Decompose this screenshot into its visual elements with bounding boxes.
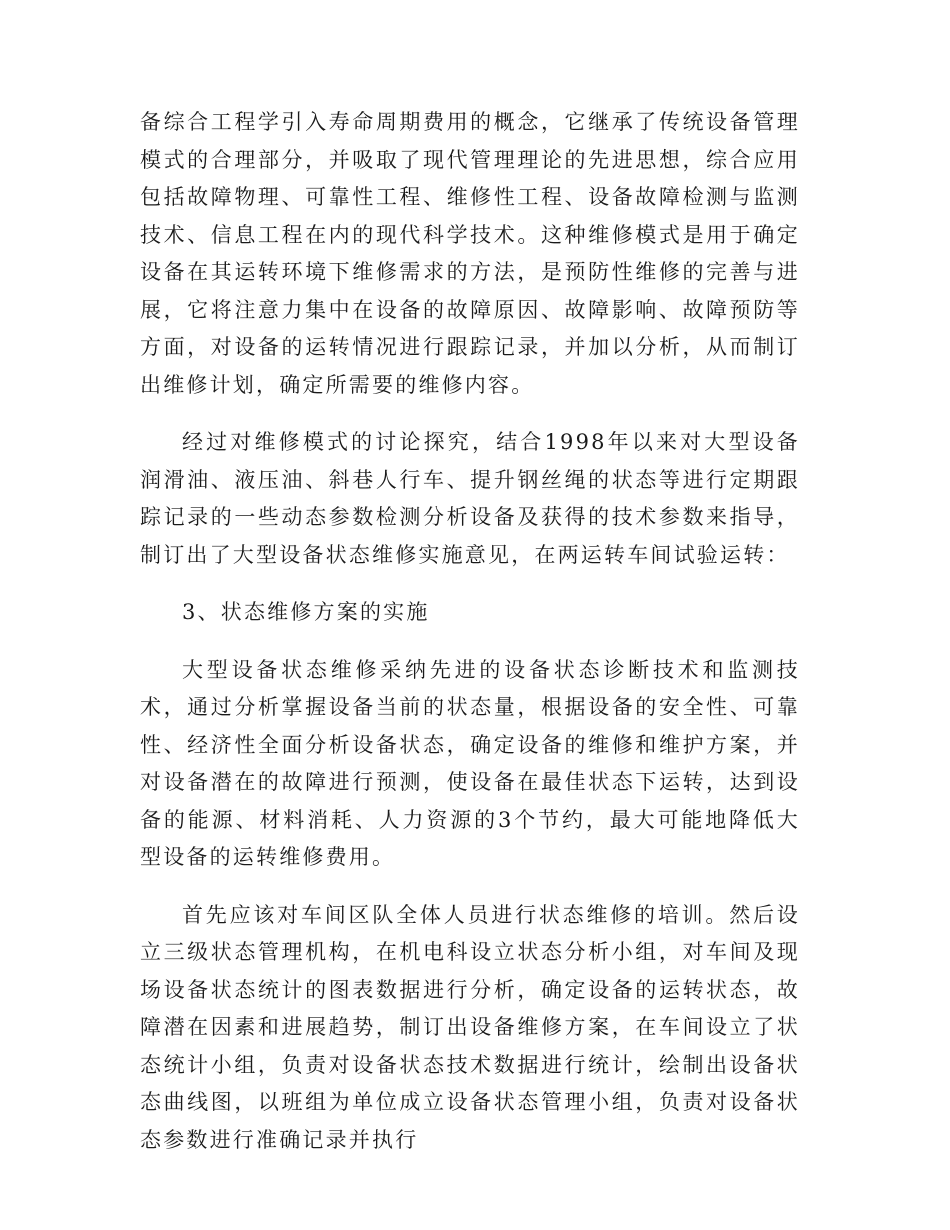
paragraph-continuation: 备综合工程学引入寿命周期费用的概念，它继承了传统设备管理模式的合理部分，并吸取了现代管理理论的先进思想，综合应用包括故障物理、可靠性工程、维修性工程、设备故障检测与监测技术、信息工程在内的现代科学技术。这种维修模式是用于确定设备在其运转环境下维修需求的方法，是预防性维修的完善与进展，它将注意力集中在设备的故障原因、故障影响、故障预防等方面，对设备的运转情况进行跟踪记录，并加以分析，从而制订出维修计划，确定所需要的维修内容。 [140,110,800,397]
section-heading: 3、状态维修方案的实施 [182,600,430,624]
paragraph-implementation: 大型设备状态维修采纳先进的设备状态诊断技术和监测技术，通过分析掌握设备当前的状态量，根据设备的安全性、可靠性、经济性全面分析设备状态，确定设备的维修和维护方案，并对设备潜在的故障进行预测，使设备在最佳状态下运转，达到设备的能源、材料消耗、人力资源的3个节约，最大可能地降低大型设备的运转维修费用。 [140,657,800,869]
paragraph-research: 经过对维修模式的讨论探究，结合1998年以来对大型设备润滑油、液压油、斜巷人行车、提升钢丝绳的状态等进行定期跟踪记录的一些动态参数检测分析设备及获得的技术参数来指导，制订出了大型设备状态维修实施意见，在两运转车间试验运转： [140,430,800,567]
paragraph-training: 首先应该对车间区队全体人员进行状态维修的培训。然后设立三级状态管理机构，在机电科设立状态分析小组，对车间及现场设备状态统计的图表数据进行分析，确定设备的运转状态，故障潜在因素和进展趋势，制订出设备维修方案，在车间设立了状态统计小组，负责对设备状态技术数据进行统计，绘制出设备状态曲线图，以班组为单位成立设备状态管理小组，负责对设备状态参数进行准确记录并执行 [140,902,800,1152]
document-body [140,104,800,1179]
